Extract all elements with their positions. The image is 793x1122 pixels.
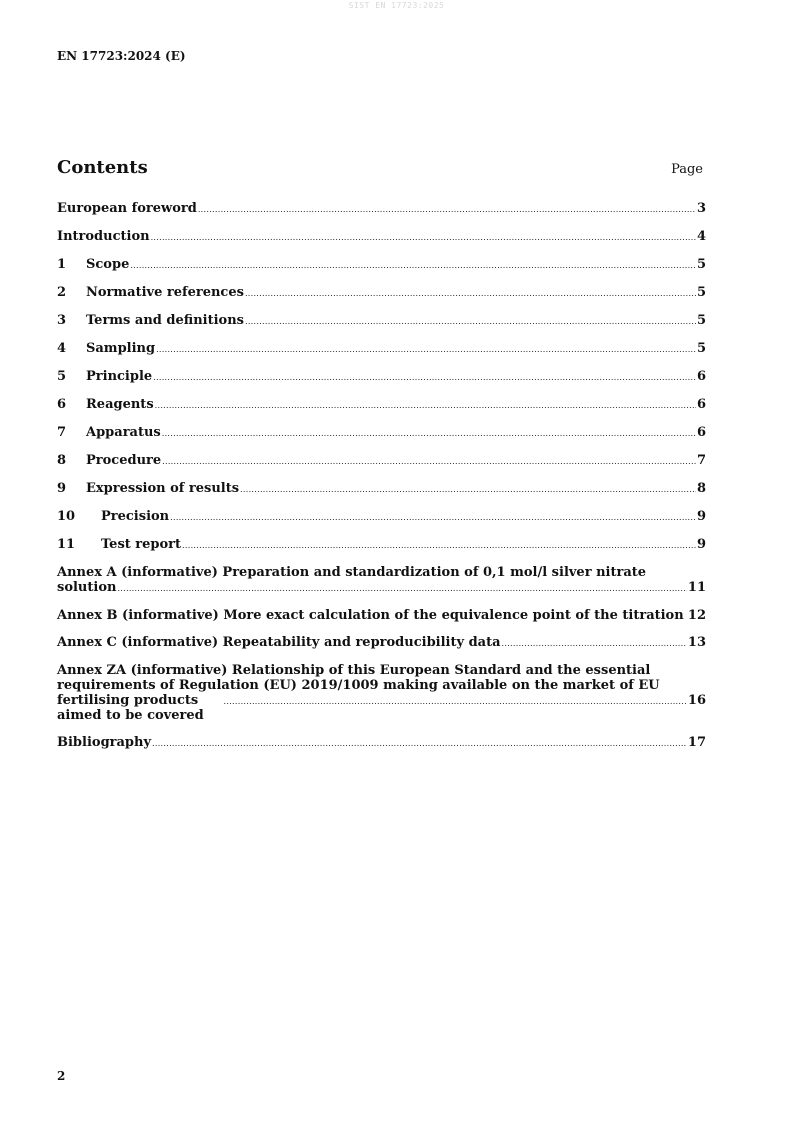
toc-entry-number: 2 — [57, 285, 67, 300]
toc-entry-title: Precision — [101, 509, 170, 524]
toc-entry-title: Sampling — [86, 341, 156, 356]
toc-entry-title-line: Annex A (informative) Preparation and standardization of 0,1 mol/l silver nitrate — [57, 565, 647, 580]
toc-leader-dots — [130, 257, 696, 273]
toc-entry-number: 3 — [57, 313, 67, 328]
toc-leader-dots — [245, 285, 696, 301]
toc-entry-precision[interactable] — [57, 509, 706, 525]
toc-entry-page: 9 — [696, 509, 706, 524]
toc-entry-title: Scope — [86, 257, 130, 272]
toc-entry-number: 8 — [57, 453, 67, 468]
toc-entry-number: 10 — [57, 509, 76, 524]
toc-entry-title: Apparatus — [86, 425, 161, 440]
watermark: SIST EN 17723:2025 — [348, 1, 445, 10]
toc-leader-dots — [240, 481, 696, 497]
toc-entry-page: 9 — [696, 537, 706, 552]
contents-heading: Contents — [57, 157, 148, 178]
table-of-contents — [57, 201, 706, 763]
toc-entry-annex-za[interactable] — [57, 663, 706, 723]
toc-entry-page: 12 — [687, 608, 706, 623]
toc-entry-title: Annex B (informative) More exact calculation of the equivalence point of the titration — [57, 608, 684, 623]
toc-entry-page: 11 — [687, 580, 706, 595]
toc-entry-sampling[interactable] — [57, 341, 706, 357]
toc-entry-terms-definitions[interactable] — [57, 313, 706, 329]
toc-entry-title: Introduction — [57, 229, 150, 244]
toc-entry-expression-of-results[interactable] — [57, 481, 706, 497]
toc-entry-number: 4 — [57, 341, 67, 356]
toc-entry-bibliography[interactable] — [57, 735, 706, 751]
toc-entry-page: 13 — [687, 635, 706, 650]
toc-leader-dots — [182, 537, 696, 553]
toc-entry-page: 6 — [696, 369, 706, 384]
toc-leader-dots — [502, 635, 687, 651]
toc-entry-principle[interactable] — [57, 369, 706, 385]
toc-entry-number: 9 — [57, 481, 67, 496]
toc-entry-page: 6 — [696, 425, 706, 440]
toc-entry-page: 3 — [696, 201, 706, 216]
toc-entry-title: Reagents — [86, 397, 154, 412]
toc-entry-normative-references[interactable] — [57, 285, 706, 301]
toc-leader-dots — [153, 369, 696, 385]
toc-entry-title: Normative references — [86, 285, 244, 300]
toc-leader-dots — [170, 509, 696, 525]
page-column-label: Page — [671, 162, 703, 177]
toc-entry-title: Principle — [86, 369, 153, 384]
toc-entry-page: 5 — [696, 313, 706, 328]
toc-entry-number: 1 — [57, 257, 67, 272]
toc-entry-title-line: Annex ZA (informative) Relationship of this European Standard and the essential — [57, 663, 651, 678]
toc-entry-test-report[interactable] — [57, 537, 706, 553]
toc-leader-dots — [156, 341, 696, 357]
toc-entry-title: Procedure — [86, 453, 162, 468]
toc-entry-page: 5 — [696, 257, 706, 272]
toc-entry-title: Bibliography — [57, 735, 152, 750]
toc-entry-scope[interactable] — [57, 257, 706, 273]
page-number: 2 — [57, 1069, 66, 1083]
toc-entry-number: 11 — [57, 537, 76, 552]
toc-entry-title: Annex C (informative) Repeatability and reproducibility data — [57, 635, 501, 650]
toc-leader-dots — [162, 453, 696, 469]
toc-leader-dots — [245, 313, 696, 329]
toc-entry-title: Terms and definitions — [86, 313, 244, 328]
toc-entry-number: 6 — [57, 397, 67, 412]
toc-entry-page: 7 — [696, 453, 706, 468]
toc-leader-dots — [152, 735, 687, 751]
toc-entry-title-line: solution — [57, 580, 117, 595]
toc-entry-annex-b[interactable] — [57, 608, 706, 623]
toc-entry-page: 17 — [687, 735, 706, 750]
toc-entry-page: 6 — [696, 397, 706, 412]
toc-entry-page: 4 — [696, 229, 706, 244]
toc-entry-annex-a[interactable] — [57, 565, 706, 596]
toc-entry-title: Expression of results — [86, 481, 240, 496]
toc-entry-page: 8 — [696, 481, 706, 496]
toc-entry-page: 16 — [687, 693, 706, 708]
toc-leader-dots — [224, 693, 687, 709]
toc-leader-dots — [155, 397, 696, 413]
toc-entry-page: 5 — [696, 341, 706, 356]
toc-entry-introduction[interactable] — [57, 229, 706, 245]
toc-entry-title-line: fertilising products aimed to be covered — [57, 693, 204, 723]
toc-entry-annex-c[interactable] — [57, 635, 706, 651]
toc-entry-apparatus[interactable] — [57, 425, 706, 441]
toc-entry-foreword[interactable] — [57, 201, 706, 217]
toc-entry-procedure[interactable] — [57, 453, 706, 469]
toc-entry-page: 5 — [696, 285, 706, 300]
toc-leader-dots — [151, 229, 696, 245]
toc-leader-dots — [162, 425, 696, 441]
toc-entry-title-line: requirements of Regulation (EU) 2019/1009 making available on the market of EU — [57, 678, 660, 693]
toc-leader-dots — [198, 201, 696, 217]
document-id: EN 17723:2024 (E) — [57, 49, 186, 63]
toc-entry-number: 5 — [57, 369, 67, 384]
toc-entry-reagents[interactable] — [57, 397, 706, 413]
toc-leader-dots — [117, 580, 686, 596]
toc-entry-title: European foreword — [57, 201, 197, 216]
toc-entry-title: Test report — [101, 537, 182, 552]
toc-entry-number: 7 — [57, 425, 67, 440]
